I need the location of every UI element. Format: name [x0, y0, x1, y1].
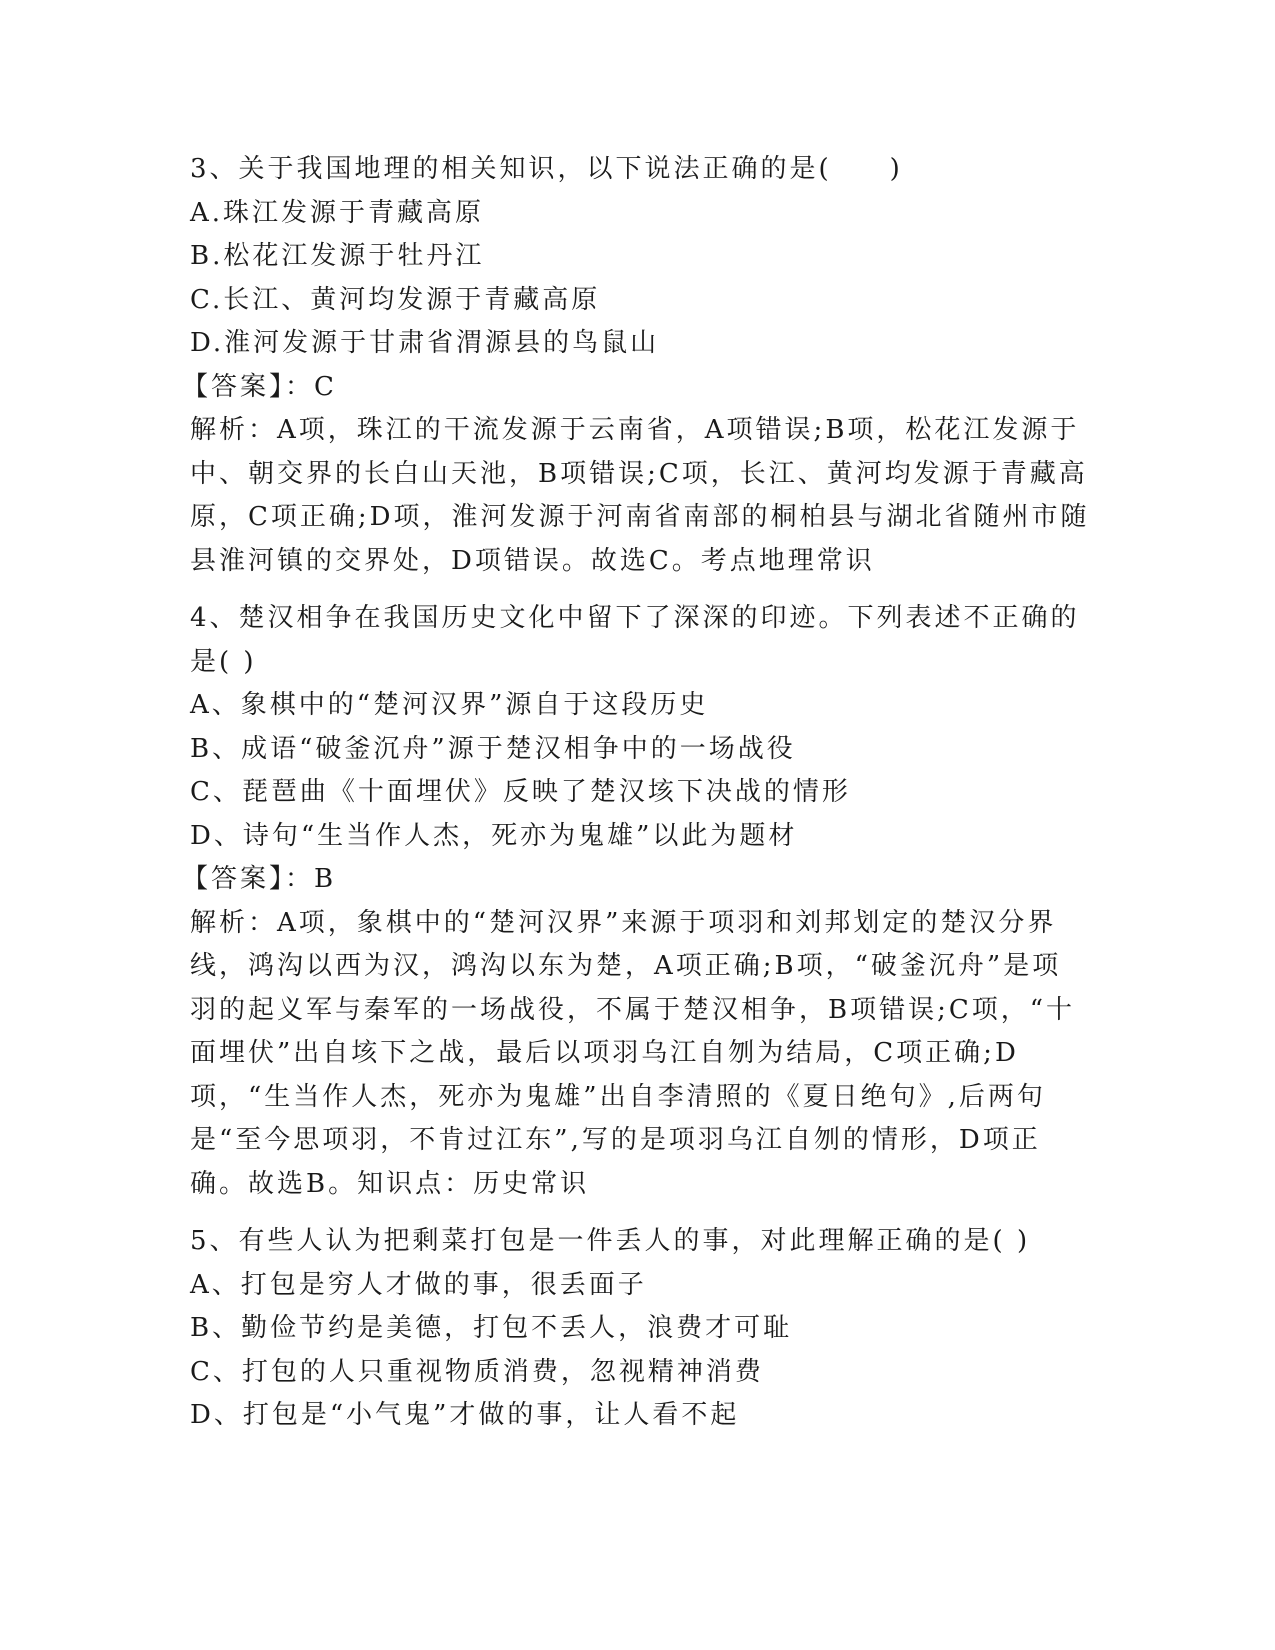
- analysis-text: 解析：A项，珠江的干流发源于云南省，A项错误;B项，松花江发源于中、朝交界的长白山天池，B项错误;C项，长江、黄河均发源于青藏高原，C项正确;D项，淮河发源于河南省南部的桐柏县与湖北省随州市随县淮河镇的交界处，D项错误。故选C。考点地理常识: [190, 415, 1090, 576]
- question-stem: 4、楚汉相争在我国历史文化中留下了深深的印迹。下列表述不正确的是( ): [190, 603, 1080, 677]
- option-d: D、诗句“生当作人杰，死亦为鬼雄”以此为题材: [190, 820, 798, 851]
- option-c: C.长江、黄河均发源于青藏高原: [190, 284, 601, 315]
- question-stem: 5、有些人认为把剩菜打包是一件丢人的事，对此理解正确的是( ): [190, 1226, 1031, 1256]
- question-stem: 3、关于我国地理的相关知识，以下说法正确的是( ): [190, 154, 903, 184]
- question-3: [182, 148, 1090, 583]
- option-b: B.松花江发源于牡丹江: [190, 241, 485, 271]
- option-a: A、象棋中的“楚河汉界”源自于这段历史: [190, 690, 709, 720]
- option-c: C、琵琶曲《十面埋伏》反映了楚汉垓下决战的情形: [190, 777, 851, 807]
- option-d: D、打包是“小气鬼”才做的事，让人看不起: [190, 1400, 740, 1430]
- option-b: B、成语“破釜沉舟”源于楚汉相争中的一场战役: [190, 733, 796, 764]
- option-d: D.淮河发源于甘肃省渭源县的鸟鼠山: [190, 328, 660, 358]
- analysis-text: 解析：A项，象棋中的“楚河汉界”来源于项羽和刘邦划定的楚汉分界线，鸿沟以西为汉，鸿沟以东为楚，A项正确;B项，“破釜沉舟”是项羽的起义军与秦军的一场战役，不属于楚汉相争，B项错误;C项，“十面埋伏”出自垓下之战，最后以项羽乌江自刎为结局，C项正确;D项，“生当作人杰，死亦为鬼雄”出自李清照的《夏日绝句》,后两句是“至今思项羽，不肯过江东”,写的是项羽乌江自刎的情形，D项正确。故选B。知识点：历史常识: [190, 907, 1076, 1199]
- option-a: A、打包是穷人才做的事，很丢面子: [190, 1269, 647, 1300]
- option-b: B、勤俭节约是美德，打包不丢人，浪费才可耻: [190, 1313, 793, 1343]
- question-4: [182, 597, 1090, 1206]
- document-page: [182, 148, 1090, 1438]
- answer-label: 【答案】：C: [182, 371, 337, 402]
- answer-label: 【答案】：B: [182, 864, 337, 894]
- option-c: C、打包的人只重视物质消费，忽视精神消费: [190, 1356, 764, 1387]
- option-a: A.珠江发源于青藏高原: [190, 197, 485, 228]
- question-5: [190, 1220, 1090, 1438]
